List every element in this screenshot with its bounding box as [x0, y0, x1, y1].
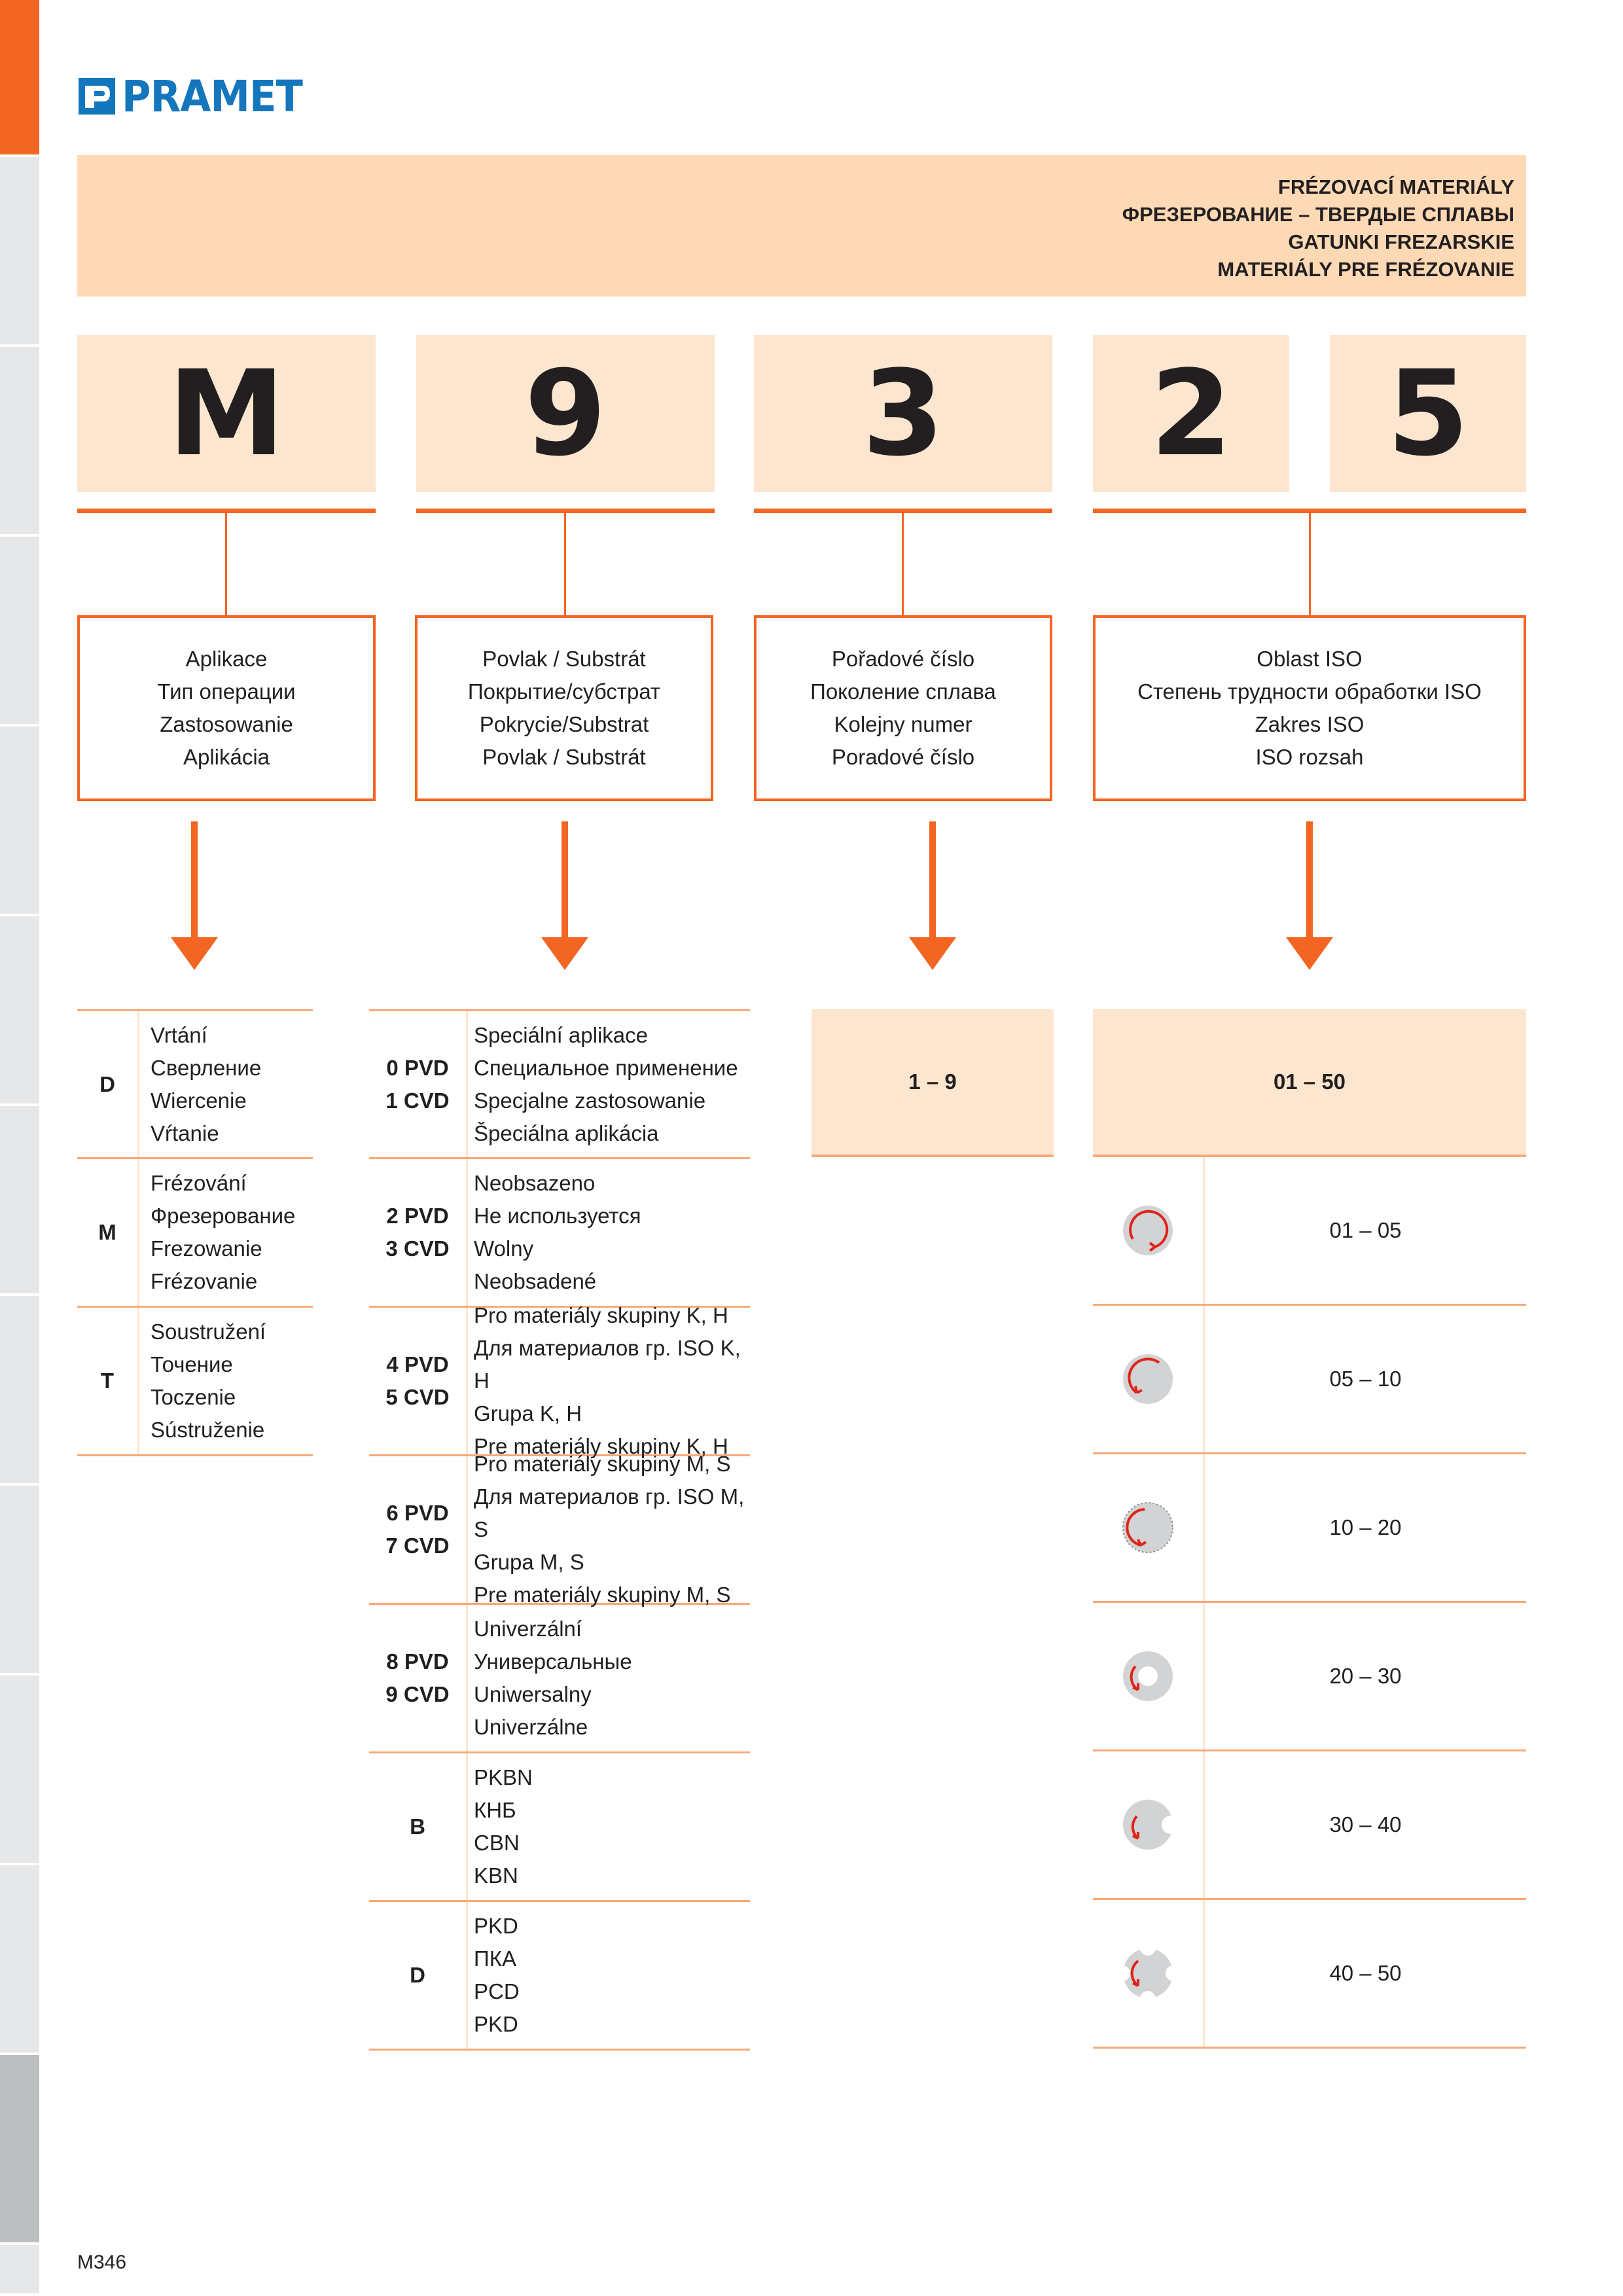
desc-line: Для материалов гр. ISO M, S [474, 1484, 745, 1541]
side-tab[interactable] [0, 1106, 39, 1296]
side-tab-current[interactable] [0, 2055, 39, 2245]
row-code: D [99, 1071, 115, 1096]
table-row [369, 1452, 750, 1607]
column-divider [466, 1902, 468, 2049]
desc-line: Sústruženie [151, 1418, 265, 1442]
code-line: 6 PVD [386, 1501, 449, 1525]
iso-icon-cell [1093, 1603, 1203, 1749]
interrupted-cut-icon [1118, 1647, 1177, 1706]
iso-range-value: 30 – 40 [1329, 1812, 1402, 1837]
row-description [151, 1011, 261, 1157]
column-divider [466, 1159, 468, 1306]
desc-line: Wolny [474, 1236, 534, 1261]
desc-line: Универсальные [474, 1649, 632, 1674]
header-line: GATUNKI FREZARSKIE [1288, 230, 1514, 253]
desc-line: Сверление [151, 1055, 262, 1080]
table-row [369, 1605, 750, 1753]
header-line: FRÉZOVACÍ MATERIÁLY [1277, 175, 1514, 198]
side-tab[interactable] [0, 916, 39, 1106]
code-line: 3 CVD [385, 1236, 450, 1261]
row-code: M [98, 1220, 116, 1244]
row-description [474, 1303, 750, 1458]
brand-name: PRAMET [122, 71, 303, 122]
table-row [77, 1308, 313, 1456]
desc-line: Pre materiály skupiny K, H [474, 1434, 728, 1458]
column-divider [466, 1456, 468, 1603]
label-line: Povlak / Substrát [482, 647, 646, 671]
label-line: Zakres ISO [1255, 712, 1364, 736]
column-divider [137, 1308, 139, 1454]
code-line: 9 CVD [385, 1682, 450, 1706]
desc-line: Фрезерование [151, 1204, 296, 1228]
page-number: M346 [77, 2251, 127, 2273]
row-description [474, 1452, 750, 1607]
iso-range-header: 01 – 50 [1093, 1009, 1526, 1157]
desc-line: КНБ [474, 1798, 516, 1822]
iso-range-value: 01 – 05 [1329, 1218, 1402, 1242]
desc-line: Univerzálne [474, 1715, 588, 1739]
row-code: T [100, 1369, 115, 1393]
iso-row [1093, 1751, 1526, 1900]
desc-line: Не используется [474, 1204, 641, 1228]
desc-line: Vŕtanie [151, 1121, 219, 1145]
iso-icon-cell [1093, 1454, 1203, 1601]
desc-line: ПКА [474, 1946, 516, 1971]
table-row [369, 1902, 750, 2051]
row-code [369, 1605, 466, 1751]
iso-row [1093, 1157, 1526, 1306]
code-line: 4 PVD [386, 1352, 449, 1376]
column-divider [466, 1308, 468, 1454]
pramet-logo-mark-icon [77, 77, 116, 116]
table-row [369, 1303, 750, 1458]
side-tab[interactable] [0, 1486, 39, 1676]
desc-line: Pre materiály skupiny M, S [474, 1583, 731, 1607]
label-line: Poradové číslo [831, 745, 975, 769]
label-line: Aplikace [185, 647, 268, 671]
side-tab[interactable] [0, 726, 39, 916]
column-divider [466, 1011, 468, 1157]
column-divider [466, 1753, 468, 1900]
generation-range: 1 – 9 [812, 1009, 1054, 1157]
table-row [77, 1159, 313, 1308]
label-box-coating [415, 615, 713, 801]
iso-icon-cell [1093, 1306, 1203, 1452]
table-row [369, 1011, 750, 1159]
code-line: 1 CVD [385, 1088, 450, 1113]
desc-line: KBN [474, 1863, 518, 1888]
code-line: 2 PVD [386, 1204, 449, 1228]
full-cut-icon [1118, 1201, 1177, 1260]
iso-range-value: 20 – 30 [1329, 1664, 1402, 1688]
row-description [474, 1605, 632, 1751]
label-line: Поколение сплава [810, 679, 996, 704]
desc-line: Точение [151, 1352, 233, 1376]
iso-range-value: 10 – 20 [1329, 1515, 1402, 1539]
row-description [474, 1753, 533, 1900]
heavy-interrupted-cut-icon [1118, 1795, 1177, 1854]
label-line: Pořadové číslo [831, 647, 975, 671]
arrow-down-icon [909, 937, 956, 970]
desc-line: CBN [474, 1831, 520, 1855]
label-box-iso [1093, 615, 1526, 801]
application-table [77, 1009, 313, 1458]
row-code: B [410, 1814, 425, 1839]
arrow-down-icon [171, 937, 218, 970]
arrow-down-icon [562, 821, 568, 939]
desc-line: Wiercenie [151, 1088, 247, 1113]
arrow-down-icon [1306, 821, 1313, 939]
code-line: 8 PVD [386, 1649, 449, 1674]
severe-interrupted-cut-icon [1118, 1944, 1177, 2003]
label-line: Oblast ISO [1257, 647, 1363, 671]
row-code [369, 1456, 466, 1603]
row-description [474, 1159, 641, 1306]
side-tab[interactable] [0, 1296, 39, 1486]
desc-line: Для материалов гр. ISO K, H [474, 1336, 741, 1393]
desc-line: Frezowanie [151, 1236, 262, 1261]
iso-row [1093, 1306, 1526, 1454]
desc-line: Neobsazeno [474, 1171, 596, 1195]
label-line: Тип операции [157, 679, 296, 704]
label-line: ISO rozsah [1255, 745, 1364, 769]
side-tab-strip [0, 0, 39, 2296]
iso-icon-cell [1093, 1900, 1203, 2047]
header-title [1122, 173, 1514, 283]
desc-line: PKD [474, 2012, 518, 2036]
side-tab[interactable] [0, 1676, 39, 1865]
code-line: 7 CVD [385, 1534, 450, 1558]
connector-line [564, 513, 566, 615]
arrow-down-icon [191, 821, 198, 939]
code-char-coating: 9 [416, 335, 715, 492]
header-band [77, 155, 1526, 296]
side-tab-active[interactable] [0, 0, 39, 157]
desc-line: Toczenie [151, 1385, 236, 1409]
iso-row [1093, 1900, 1526, 2049]
code-char-iso-1: 2 [1093, 335, 1289, 492]
side-tab[interactable] [0, 537, 39, 726]
table-row [369, 1753, 750, 1902]
desc-line: Speciální aplikace [474, 1022, 648, 1047]
desc-line: Frézovanie [151, 1269, 258, 1293]
arrow-down-icon [541, 937, 588, 970]
header-line: MATERIÁLY PRE FRÉZOVANIE [1217, 258, 1514, 281]
connector-line [1309, 513, 1311, 615]
pramet-logo [77, 71, 318, 122]
label-line: Степень трудности обработки ISO [1137, 679, 1482, 704]
arrow-down-icon [1286, 937, 1333, 970]
side-tab[interactable] [0, 2245, 39, 2296]
arrow-down-icon [929, 821, 936, 939]
desc-line: Grupa K, H [474, 1401, 582, 1426]
iso-range-value: 40 – 50 [1329, 1961, 1402, 1985]
row-code [369, 1159, 466, 1306]
label-box-generation [754, 615, 1052, 801]
code-char-generation: 3 [754, 335, 1052, 492]
header-line: ФРЕЗЕРОВАНИЕ – ТВЕРДЫЕ СПЛАВЫ [1122, 203, 1514, 226]
desc-line: Специальное применение [474, 1055, 738, 1080]
side-tab[interactable] [0, 1865, 39, 2055]
code-char-application: M [77, 335, 376, 492]
iso-row [1093, 1454, 1526, 1603]
label-line: Aplikácia [183, 745, 270, 769]
iso-icon-cell [1093, 1157, 1203, 1304]
code-line: 5 CVD [385, 1385, 450, 1409]
label-line: Kolejny numer [834, 712, 972, 736]
label-line: Pokrycie/Substrat [479, 712, 649, 736]
row-description [151, 1159, 295, 1306]
row-description [474, 1011, 738, 1157]
desc-line: Soustružení [151, 1319, 266, 1344]
desc-line: Frézování [151, 1171, 247, 1195]
column-divider [137, 1159, 139, 1306]
code-underline [77, 509, 376, 513]
code-char-iso-2: 5 [1330, 335, 1526, 492]
table-row [369, 1159, 750, 1308]
side-tab[interactable] [0, 157, 39, 347]
moderate-cut-icon [1118, 1498, 1177, 1557]
row-code [369, 1011, 466, 1157]
desc-line: Vrtání [151, 1022, 207, 1047]
code-underline [416, 509, 715, 513]
iso-row [1093, 1603, 1526, 1751]
desc-line: Uniwersalny [474, 1682, 592, 1706]
desc-line: Univerzální [474, 1617, 582, 1641]
iso-icon-cell [1093, 1751, 1203, 1898]
table-row [77, 1011, 313, 1159]
desc-line: Grupa M, S [474, 1550, 584, 1574]
desc-line: Specjalne zastosowanie [474, 1088, 706, 1113]
iso-range-value: 05 – 10 [1329, 1367, 1402, 1391]
desc-line: PKBN [474, 1765, 533, 1789]
code-line: 0 PVD [386, 1055, 449, 1080]
coating-table [369, 1009, 750, 2051]
label-line: Povlak / Substrát [482, 745, 646, 769]
row-code: D [410, 1963, 425, 1987]
code-underline [1093, 509, 1526, 513]
connector-line [902, 513, 904, 615]
label-line: Zastosowanie [160, 712, 293, 736]
light-interrupted-cut-icon [1118, 1350, 1177, 1408]
connector-line [225, 513, 227, 615]
desc-line: Pro materiály skupiny M, S [474, 1452, 731, 1476]
column-divider [466, 1605, 468, 1751]
label-line: Покрытие/субстрат [467, 679, 661, 704]
desc-line: Neobsadené [474, 1269, 597, 1293]
row-code [369, 1308, 466, 1454]
label-box-application [77, 615, 376, 801]
desc-line: Špeciálna aplikácia [474, 1121, 659, 1145]
code-underline [754, 509, 1052, 513]
desc-line: PKD [474, 1914, 518, 1938]
column-divider [137, 1011, 139, 1157]
row-description [474, 1902, 520, 2049]
desc-line: Pro materiály skupiny K, H [474, 1303, 728, 1327]
desc-line: PCD [474, 1979, 520, 2003]
row-description [151, 1308, 266, 1454]
side-tab[interactable] [0, 347, 39, 537]
